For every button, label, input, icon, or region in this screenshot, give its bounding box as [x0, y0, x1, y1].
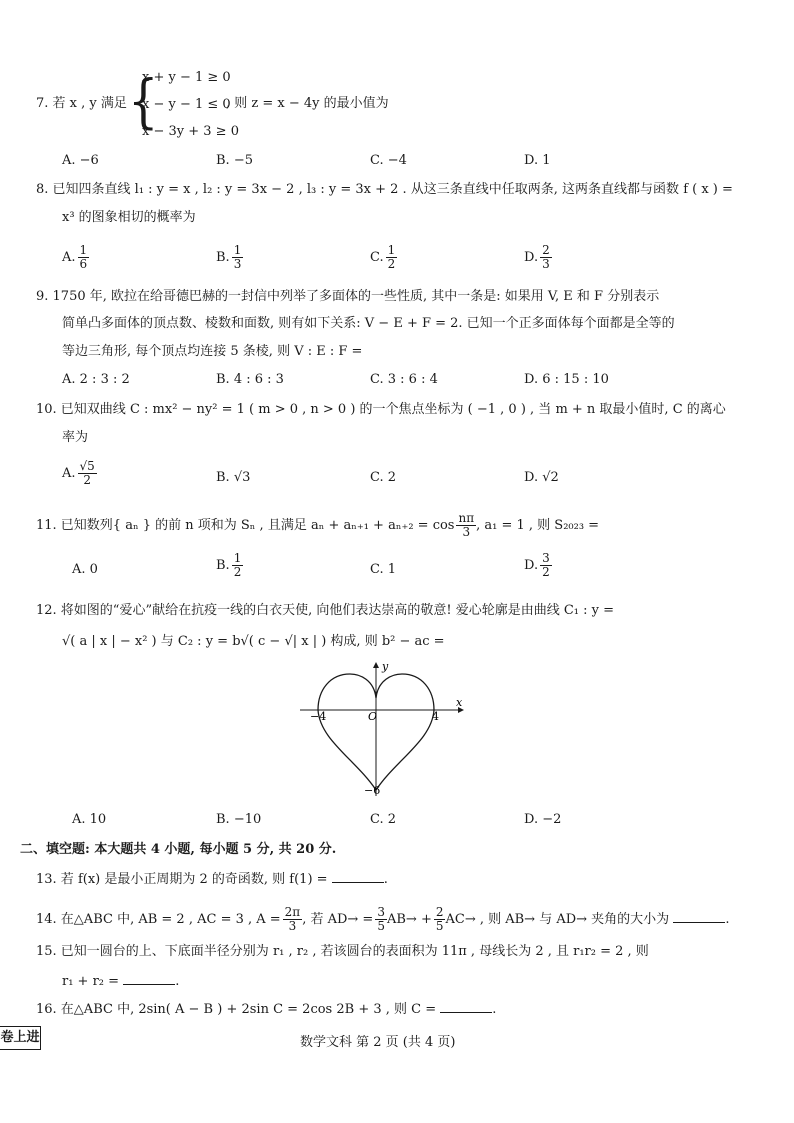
q11-option-b: B. $\frac{1}{2}$ [216, 551, 242, 579]
q12-option-b: B. −10 [216, 812, 262, 827]
heart-figure [296, 660, 466, 800]
q8-option-b: B. $\frac{1}{3}$ [216, 243, 242, 271]
q8-line-1: 8. 已知四条直线 l₁ : y = x , l₂ : y = 3x − 2 , l₃ : y = 3x + 2 . 从这三条直线中任取两条, 这两条直线都与函数 f ( x ) = [36, 182, 733, 197]
q7-stem-b: , 则 z = x − 4y 的最小值为 [226, 96, 389, 111]
x-label: x [456, 696, 463, 709]
q11-option-a: A. 0 [72, 562, 98, 577]
section-heading: 二、填空题: 本大题共 4 小题, 每小题 5 分, 共 20 分. [20, 842, 337, 857]
q9-option-a: A. 2 : 3 : 2 [62, 372, 130, 387]
q15-line-2: r₁ + r₂ = . [62, 974, 180, 989]
y-label: y [382, 660, 389, 673]
q8-option-d: D. $\frac{2}{3}$ [524, 243, 550, 271]
q11-option-c: C. 1 [370, 562, 397, 577]
q7-option-c: C. −4 [370, 153, 407, 168]
page-footer: 数学文科 第 2 页 (共 4 页) [300, 1035, 456, 1050]
q9-line-2: 简单凸多面体的顶点数、棱数和面数, 则有如下关系: V − E + F = 2. 已知一个正多面体每个面都是全等的 [62, 316, 675, 331]
q7-brace: { [128, 68, 159, 136]
q9-option-b: B. 4 : 6 : 3 [216, 372, 284, 387]
q12-option-d: D. −2 [524, 812, 562, 827]
q7-inequality-2: x − y − 1 ≤ 0 [142, 97, 231, 112]
q12-option-c: C. 2 [370, 812, 397, 827]
q10-option-c: C. 2 [370, 470, 397, 485]
q10-line-1: 10. 已知双曲线 C : mx² − ny² = 1 ( m > 0 , n > 0 ) 的一个焦点坐标为 ( −1 , 0 ) , 当 m + n 取最小值时, C 的离心 [36, 402, 726, 417]
q15-line-1: 15. 已知一圆台的上、下底面半径分别为 r₁ , r₂ , 若该圆台的表面积为 11π , 母线长为 2 , 且 r₁r₂ = 2 , 则 [36, 944, 649, 959]
q7-inequality-1: x + y − 1 ≥ 0 [142, 70, 231, 85]
q16: 16. 在△ABC 中, 2sin( A − B ) + 2sin C = 2cos 2B + 3 , 则 C = . [36, 1002, 497, 1017]
left-tick-label: −4 [310, 710, 327, 723]
q14-answer-blank[interactable] [673, 910, 725, 923]
q8-option-a: A. $\frac{1}{6}$ [62, 243, 88, 271]
q10-option-d: D. √2 [524, 470, 559, 485]
q16-answer-blank[interactable] [440, 1000, 492, 1013]
q14: 14. 在△ABC 中, AB = 2 , AC = 3 , A = $\frac{2\pi}{3}$ , 若 AD→ = $\frac{3}{5}$ AB→ + $\frac{2}{5}$ AC→ , 则 AB→ 与 AD→ 夹角的大小为 . [36, 905, 730, 933]
q12-line-1: 12. 将如图的“爱心”献给在抗疫一线的白衣天使, 向他们表达崇高的敬意! 爱心轮廓是由曲线 C₁ : y = [36, 603, 615, 618]
stamp-label: 卷上进 [0, 1026, 41, 1050]
q9-option-d: D. 6 : 15 : 10 [524, 372, 609, 387]
bottom-tick-label: −6 [364, 784, 381, 797]
y-axis-arrow [373, 662, 379, 668]
q7-option-d: D. 1 [524, 153, 551, 168]
origin-label: O [368, 710, 378, 723]
q11-stem: 11. 已知数列{ aₙ } 的前 n 项和为 Sₙ , 且满足 aₙ + aₙ₊₁ + aₙ₊₂ = cos $\frac{n\pi}{3}$ , a₁ = 1 , 则 S₂₀₂₃ = [36, 511, 600, 539]
q12-line-2: √( a | x | − x² ) 与 C₂ : y = b√( c − √| x | ) 构成, 则 b² − ac = [62, 634, 445, 649]
q13: 13. 若 f(x) 是最小正周期为 2 的奇函数, 则 f(1) = . [36, 872, 388, 887]
q9-option-c: C. 3 : 6 : 4 [370, 372, 438, 387]
q8-option-c: C. $\frac{1}{2}$ [370, 243, 396, 271]
q7-option-a: A. −6 [62, 153, 99, 168]
q10-option-b: B. √3 [216, 470, 251, 485]
q10-option-a: A. $\frac{√5}{2}$ [62, 459, 95, 487]
q10-line-2: 率为 [62, 430, 89, 445]
q9-line-3: 等边三角形, 每个顶点均连接 5 条棱, 则 V : E : F = [62, 344, 363, 359]
q7-option-b: B. −5 [216, 153, 253, 168]
q11-option-d: D. $\frac{3}{2}$ [524, 551, 550, 579]
right-tick-label: 4 [432, 710, 439, 723]
q7-stem-a: 7. 若 x , y 满足 [36, 96, 127, 111]
q8-line-2: x³ 的图象相切的概率为 [62, 210, 196, 225]
q15-answer-blank[interactable] [123, 972, 175, 985]
q7-inequality-3: x − 3y + 3 ≥ 0 [142, 124, 239, 139]
q12-option-a: A. 10 [72, 812, 107, 827]
q13-answer-blank[interactable] [332, 870, 384, 883]
q9-line-1: 9. 1750 年, 欧拉在给哥德巴赫的一封信中列举了多面体的一些性质, 其中一条是: 如果用 V, E 和 F 分别表示 [36, 289, 660, 304]
